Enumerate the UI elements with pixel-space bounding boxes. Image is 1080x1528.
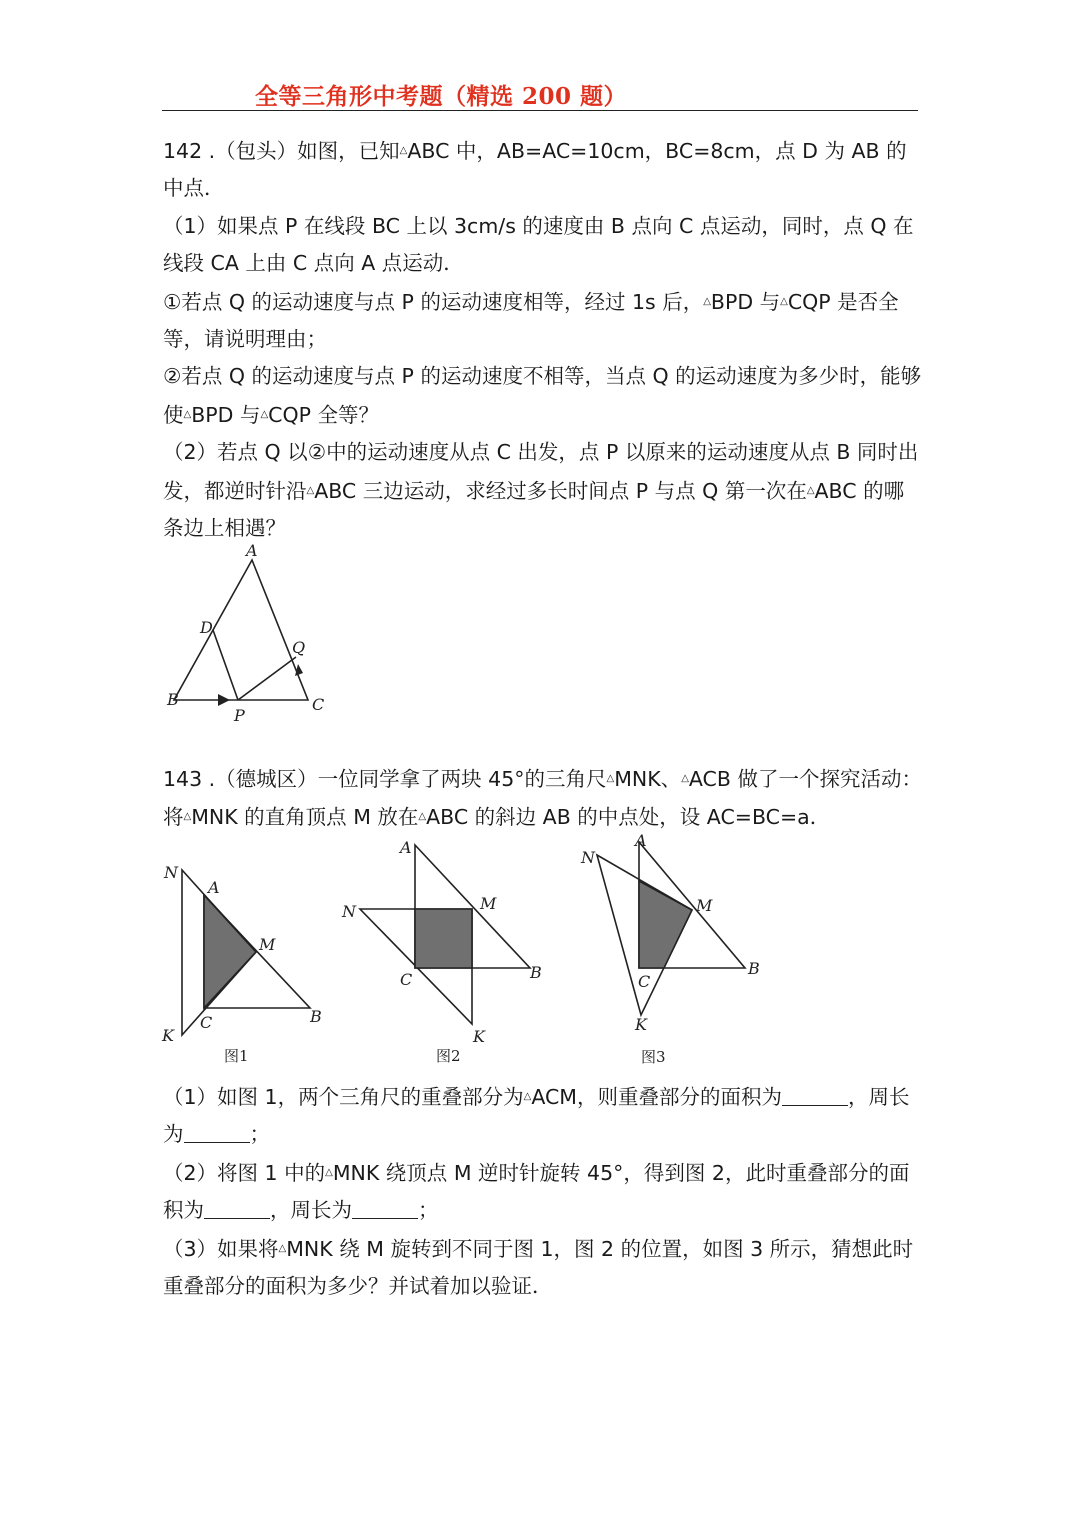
triangle-symbol: △ (703, 295, 711, 307)
label-d: D (200, 618, 213, 637)
fig3-label-a: A (635, 831, 647, 850)
p142-line-5: CQP 是否全等，请说明理由； (163, 289, 899, 352)
overlap-square-fig2 (415, 909, 472, 968)
p143-q-5: MNK 绕顶点 M 逆时针旋转 45°，得到图 2，此时重叠部分的面积为 (163, 1160, 910, 1223)
p143-line-1: MNK、 (614, 767, 682, 791)
answer-blank-perimeter-1[interactable] (184, 1124, 250, 1143)
fig1-label-a: A (208, 878, 220, 897)
p142-line-0: 142 .（包头）如图，已知 (163, 139, 400, 163)
fig2-label-c: C (400, 970, 413, 989)
label-b: B (167, 690, 179, 709)
label-p: P (234, 706, 245, 725)
fig1-label-k: K (162, 1026, 174, 1045)
label-a: A (246, 541, 258, 560)
triangle-symbol: △ (306, 484, 315, 496)
p143-line-3: MNK 的直角顶点 M 放在 (191, 805, 419, 830)
p143-q-3: ； (249, 1122, 270, 1147)
fig1-label-c: C (200, 1013, 213, 1032)
p143-q-6: ，周长为 (270, 1198, 352, 1223)
p143-line-4: ABC 的斜边 AB 的中点处，设 AC=BC=a． (426, 805, 831, 830)
header-divider (162, 110, 918, 111)
triangle-symbol: △ (260, 408, 269, 420)
fig3-label-k: K (635, 1015, 647, 1034)
p142-line-11: ABC 的哪条边上相遇？ (163, 478, 905, 541)
figure-143-1 (160, 860, 335, 1070)
fig1-label-n: N (164, 863, 178, 882)
fig3-label-n: N (581, 848, 595, 867)
triangle-symbol: △ (681, 773, 689, 784)
fig1-label-b: B (310, 1007, 322, 1026)
label-q: Q (292, 638, 306, 657)
figure-143-3 (575, 830, 780, 1070)
p142-line-1: ABC 中，AB=AC=10cm，BC=8cm，点 D 为 AB 的中点． (163, 139, 907, 201)
triangle-symbol: △ (278, 1242, 287, 1254)
fig3-caption: 图3 (641, 1048, 666, 1066)
document-header-title: 全等三角形中考题（精选 200 题） (255, 83, 628, 110)
triangle-symbol: △ (183, 811, 192, 823)
p143-q-8: （3）如果将 (163, 1236, 279, 1261)
triangle-symbol: △ (523, 1091, 532, 1102)
fig3-label-m: M (696, 896, 713, 915)
triangle-symbol: △ (418, 811, 427, 823)
fig1-caption: 图1 (224, 1047, 249, 1065)
p142-line-9: （2）若点 Q 以②中的运动速度从点 C 出发，点 P 以原来的运动速度从点 B 同时出发，都逆时针沿 (163, 440, 919, 503)
triangle-symbol: △ (806, 484, 815, 496)
fig3-label-b: B (748, 959, 760, 978)
fig2-label-a: A (400, 838, 412, 857)
fig2-label-m: M (480, 894, 497, 913)
triangle-symbol: △ (399, 145, 408, 156)
fig2-label-n: N (342, 902, 356, 921)
problem-142-text (163, 132, 923, 547)
arrow-bp-icon (218, 694, 230, 706)
label-c: C (312, 695, 325, 714)
fig3-label-c: C (638, 972, 651, 991)
p143-line-0: 143 .（德城区）一位同学拿了两块 45°的三角尺 (163, 767, 607, 791)
p142-line-6: ②若点 Q 的运动速度与点 P 的运动速度不相等，当点 Q 的运动速度为多少时，能够使 (163, 364, 922, 427)
segment-dp (213, 630, 238, 700)
problem-143-text (163, 760, 923, 837)
segment-pq (238, 657, 296, 700)
fig2-label-b: B (530, 963, 542, 982)
triangle-symbol: △ (780, 295, 788, 307)
p143-q-0: （1）如图 1，两个三角尺的重叠部分为 (163, 1085, 524, 1109)
answer-blank-perimeter-2[interactable] (352, 1200, 418, 1219)
p143-q-4: （2）将图 1 中的 (163, 1160, 326, 1185)
overlap-acm-fig1 (204, 895, 256, 1008)
p143-q-9: MNK 绕 M 旋转到不同于图 1，图 2 的位置，如图 3 所示，猜想此时重叠部分的面积为多少？并试着加以验证． (163, 1236, 914, 1299)
fig1-label-m: M (259, 935, 276, 954)
p142-line-7: BPD 与 (191, 402, 261, 427)
triangle-symbol: △ (325, 1166, 333, 1178)
triangle-abc (174, 560, 308, 700)
p142-line-3: ①若点 Q 的运动速度与点 P 的运动速度相等，经过 1s 后， (163, 289, 704, 314)
p142-line-8: CQP 全等？ (268, 402, 379, 427)
p142-line-4: BPD 与 (710, 289, 781, 314)
figure-142-triangle (160, 540, 340, 730)
triangle-symbol: △ (183, 408, 192, 420)
answer-blank-area-1[interactable] (782, 1087, 848, 1106)
fig2-caption: 图2 (436, 1047, 461, 1065)
figure-143-2 (340, 835, 555, 1070)
answer-blank-area-2[interactable] (204, 1200, 270, 1219)
p142-line-10: ABC 三边运动，求经过多长时间点 P 与点 Q 第一次在 (314, 478, 807, 503)
triangle-symbol: △ (606, 773, 615, 784)
p143-q-7: ； (418, 1198, 439, 1223)
p143-q-2: ，周长为 (163, 1085, 910, 1147)
p143-line-2: ACB 做了一个探究活动：将 (163, 767, 922, 830)
p143-q-1: ACM，则重叠部分的面积为 (531, 1085, 782, 1109)
problem-143-questions (163, 1078, 923, 1305)
fig2-label-k: K (473, 1027, 485, 1046)
p142-line-2: （1）如果点 P 在线段 BC 上以 3cm/s 的速度由 B 点向 C 点运动，同时，点 Q 在线段 CA 上由 C 点向 A 点运动． (163, 213, 914, 276)
